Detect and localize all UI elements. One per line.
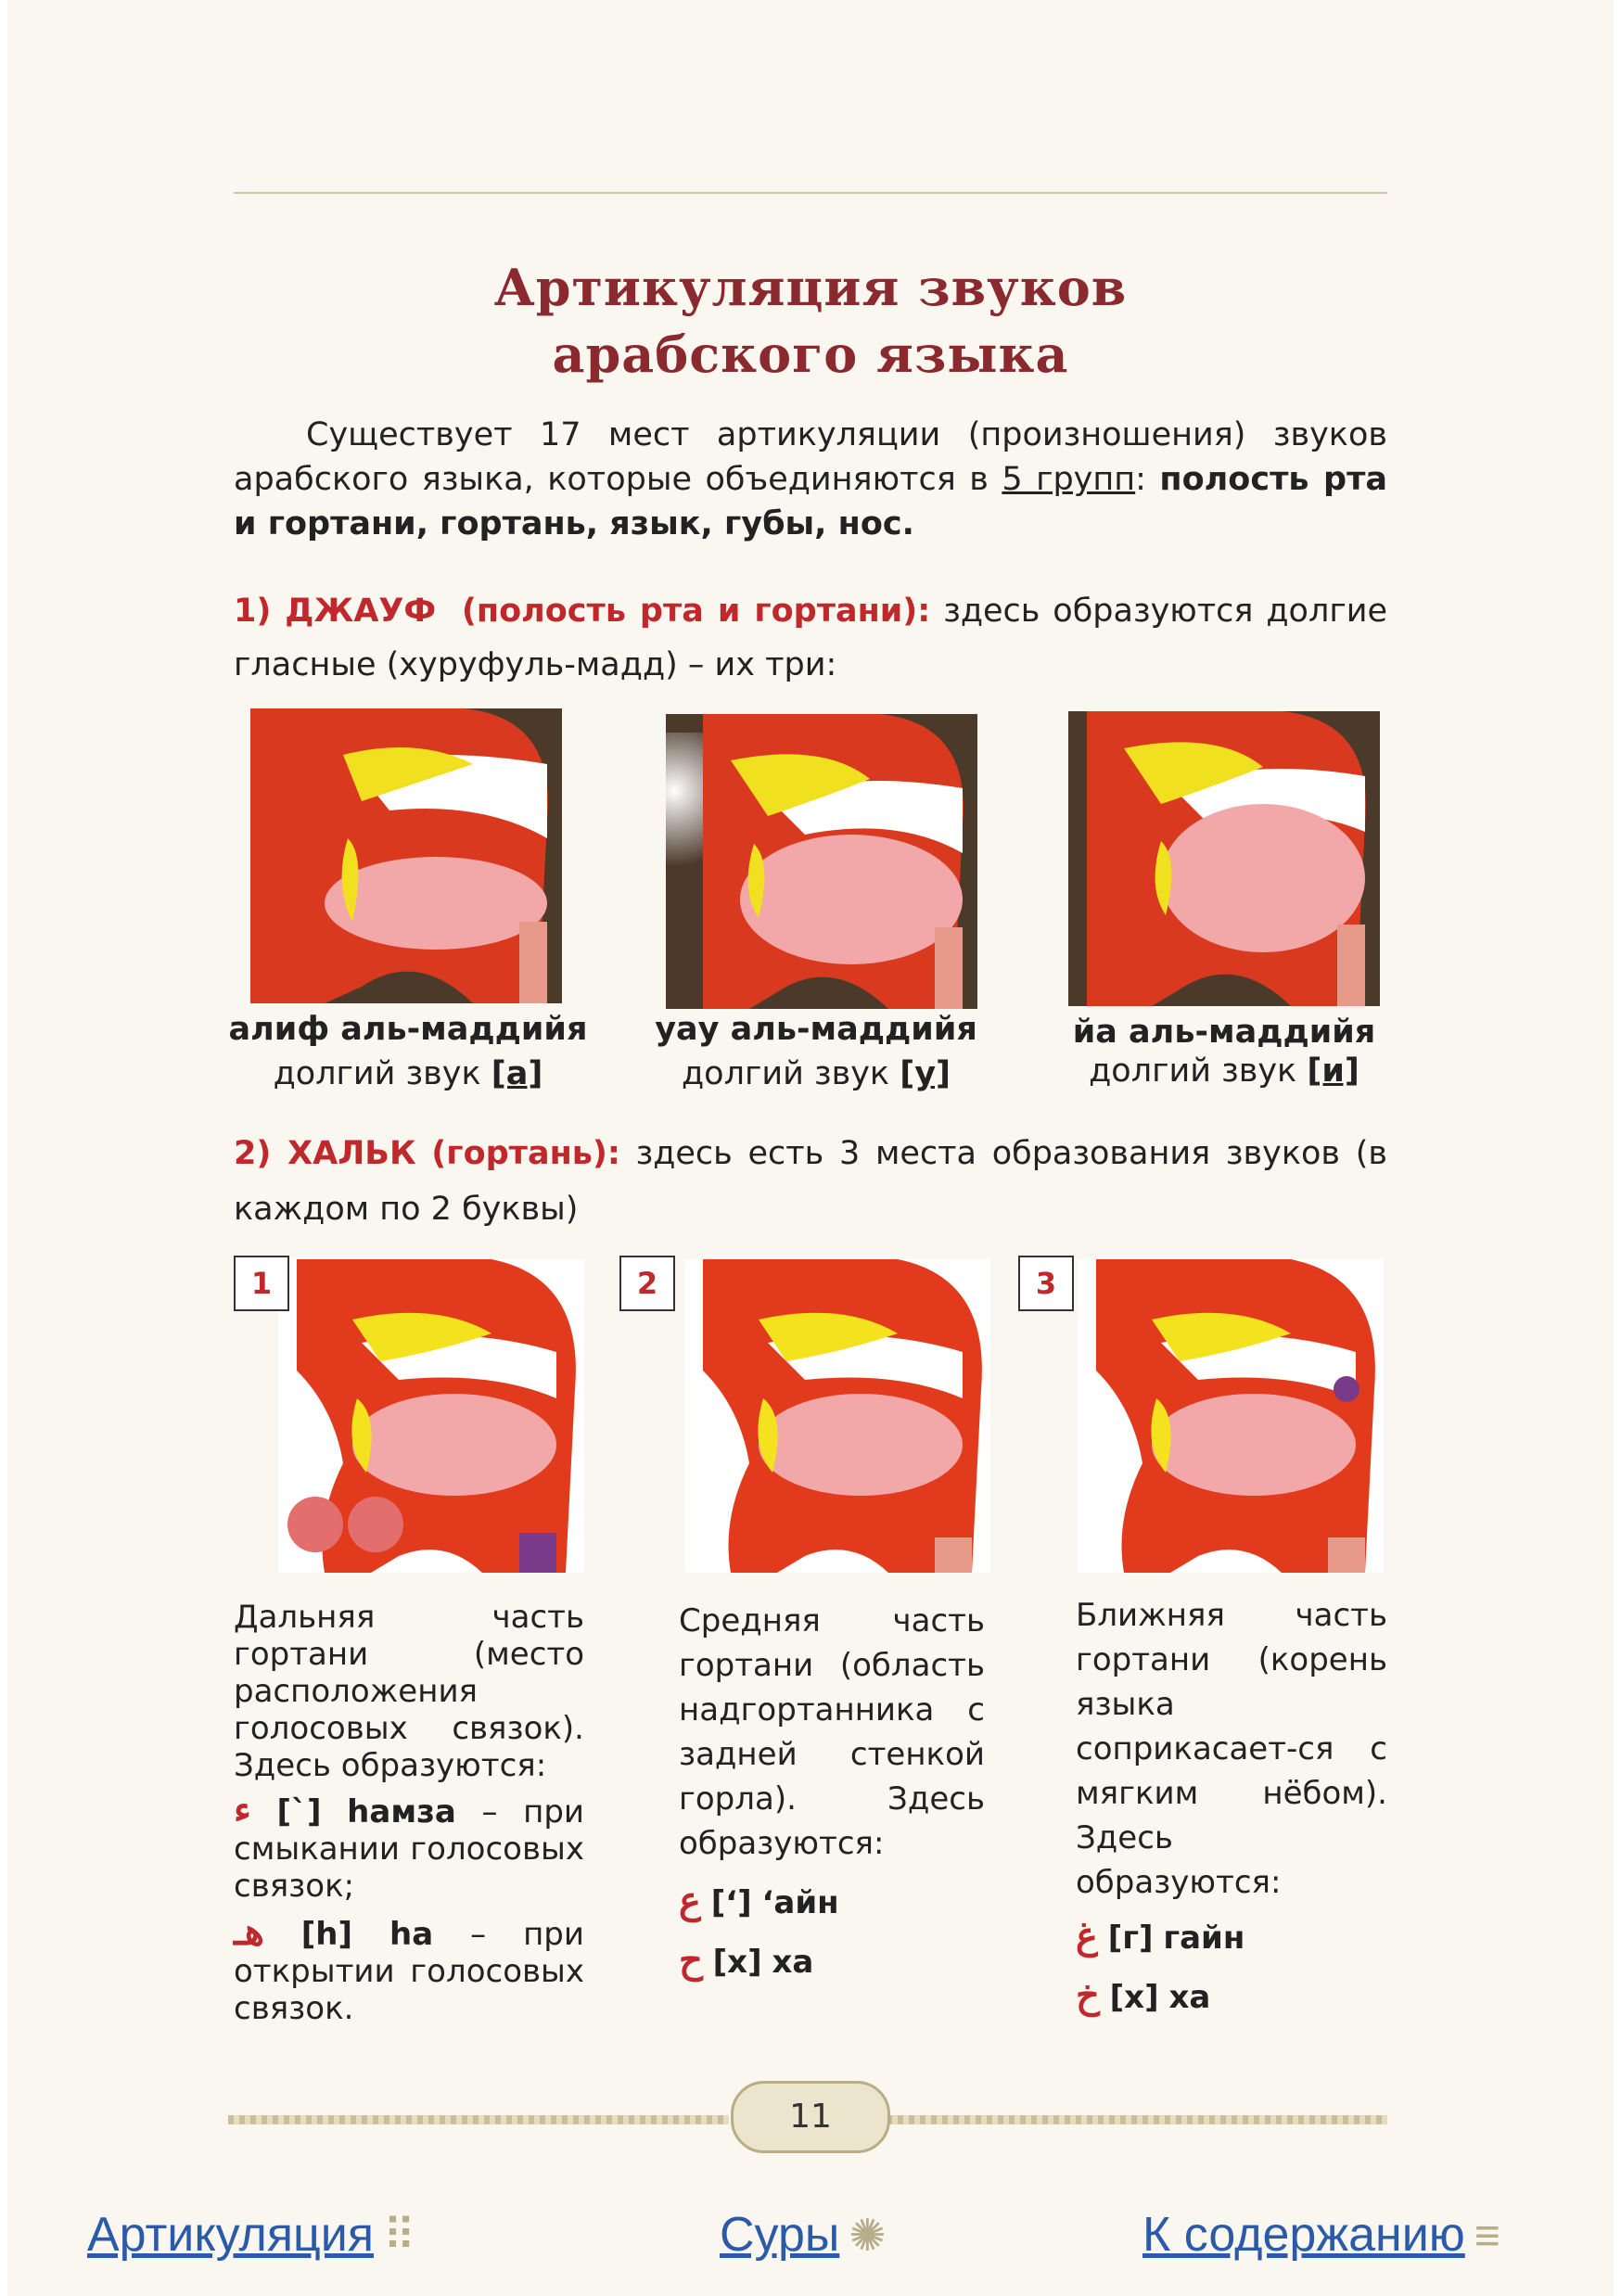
- throat-column-2: Средняя часть гортани (область надгортанника с задней стенкой горла). Здесь образуются: ع [‘] ‘айн ح [х] ха: [679, 1602, 985, 1982]
- throat-illustration-1: [278, 1259, 584, 1573]
- throat-column-3: Ближняя часть гортани (корень языка соприкасает-ся с мягким нёбом). Здесь образуются: غ [г] гайн خ [х] ха: [1076, 1597, 1387, 2017]
- throat-number-1: 1: [234, 1256, 289, 1311]
- page-title-line2: арабского языка: [552, 325, 1069, 384]
- menu-lines-icon: ≡: [1474, 2212, 1500, 2261]
- vowel-illustration-uau: [666, 714, 977, 1009]
- throat-illustration-2: [684, 1259, 990, 1573]
- vowel-caption-uau: уау аль-маддийя долгий звук [у]: [655, 1011, 977, 1092]
- grid-dots-icon: ⠿: [383, 2212, 416, 2261]
- section2-paragraph: 2) ХАЛЬК (гортань): здесь есть 3 места образования звуков (в каждом по 2 буквы): [234, 1135, 1388, 1228]
- vowel-caption-alif: алиф аль-маддийя долгий звук [а]: [228, 1011, 588, 1092]
- footer-ornament-right: [887, 2115, 1387, 2124]
- section1-paragraph: 1) ДЖАУФ (полость рта и гортани): здесь образуются долгие гласные (хуруфуль-мадд) – их три:: [234, 593, 1387, 683]
- vowel-caption-ya: йа аль-маддийя долгий звук [и]: [1072, 1014, 1376, 1090]
- throat-illustration-3: [1078, 1259, 1384, 1573]
- nav-contents-link[interactable]: К содержанию ≡: [1142, 2208, 1500, 2262]
- page-number: 11: [731, 2081, 890, 2153]
- vowel-illustration-ya: [1068, 711, 1380, 1006]
- throat-number-3: 3: [1018, 1256, 1074, 1311]
- throat-column-1: Дальняя часть гортани (место расположения голосовых связок). Здесь образуются: ء [`] hамза – при смыкании голосовых связок; هـ [h] hа – при открытии голосовых связок.: [234, 1599, 584, 2027]
- header-divider: [234, 192, 1387, 194]
- flower-ornament-icon: ✺: [849, 2212, 887, 2261]
- footer-ornament-left: [228, 2115, 729, 2124]
- intro-paragraph: Существует 17 мест артикуляции (произношения) звуков арабского языка, которые объединяются в 5 групп: полость рта и гортани, гортань, язык, губы, нос.: [234, 416, 1387, 542]
- nav-suras-link[interactable]: Суры ✺: [720, 2208, 887, 2262]
- throat-number-2: 2: [619, 1256, 675, 1311]
- vowel-illustration-alif: [250, 708, 562, 1003]
- nav-articulation-link[interactable]: Артикуляция ⠿: [87, 2208, 416, 2262]
- page-title-line1: Артикуляция звуков: [493, 258, 1128, 317]
